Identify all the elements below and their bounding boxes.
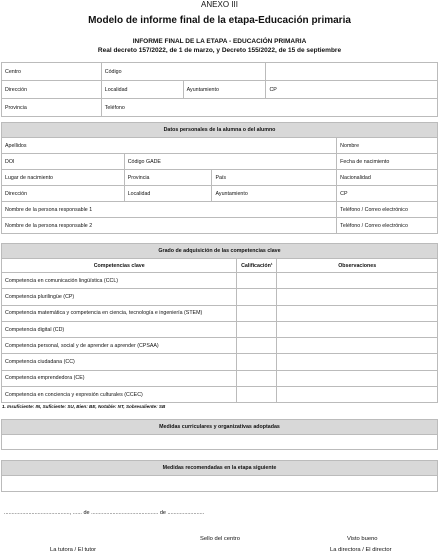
table-row xyxy=(2,338,438,354)
grade-cell[interactable] xyxy=(237,289,277,305)
curricular-measures-title: Medidas curriculares y organizativas adoptadas xyxy=(2,420,438,435)
centre-seal-label: Sello del centro xyxy=(200,536,240,542)
col-observaciones-header: Observaciones xyxy=(277,259,438,273)
grade-cell[interactable] xyxy=(237,370,277,386)
responsable2-field[interactable]: Nombre de la persona responsable 2 xyxy=(2,218,337,234)
student-localidad-field[interactable]: Localidad xyxy=(124,186,212,202)
tutor-signature-label: La tutora / El tutor xyxy=(50,547,97,553)
competency-label: Competencia matemática y competencia en ciencia, tecnología e ingeniería (STEM) xyxy=(2,305,237,321)
recommended-measures-table xyxy=(1,460,438,492)
curricular-measures-field[interactable] xyxy=(2,435,438,450)
centro-field[interactable]: Centro xyxy=(2,63,102,81)
recommended-measures-field[interactable] xyxy=(2,476,438,492)
grade-cell[interactable] xyxy=(237,321,277,337)
contacto2-field[interactable]: Teléfono / Correo electrónico xyxy=(337,218,438,234)
director-signature-label: La directora / El director xyxy=(330,547,392,553)
observations-cell[interactable] xyxy=(277,289,438,305)
contacto1-field[interactable]: Teléfono / Correo electrónico xyxy=(337,202,438,218)
pais-field[interactable]: País xyxy=(212,170,337,186)
table-row xyxy=(2,273,438,289)
approval-label: Visto bueno xyxy=(347,536,378,542)
student-direccion-field[interactable]: Dirección xyxy=(2,186,125,202)
apellidos-field[interactable]: Apellidos xyxy=(2,138,337,154)
date-place-line[interactable]: ..........................................., ...... de ............................................ de ........................ xyxy=(4,510,205,516)
centre-table xyxy=(1,62,438,117)
competency-label: Competencia ciudadana (CC) xyxy=(2,354,237,370)
fecha-nacimiento-field[interactable]: Fecha de nacimiento xyxy=(337,154,438,170)
decree-reference: Real decreto 157/2022, de 1 de marzo, y Decreto 155/2022, de 15 de septiembre xyxy=(97,47,342,54)
grade-cell[interactable] xyxy=(237,338,277,354)
col-calificacion-header: Calificación¹ xyxy=(237,259,277,273)
competencies-section-title: Grado de adquisición de las competencias clave xyxy=(2,244,438,259)
ayuntamiento-field[interactable]: Ayuntamiento xyxy=(183,81,266,99)
codigo-gade-field[interactable]: Código GADE xyxy=(124,154,336,170)
observations-cell[interactable] xyxy=(277,387,438,403)
nacionalidad-field[interactable]: Nacionalidad xyxy=(337,170,438,186)
page-title: Modelo de informe final de la etapa-Educación primaria xyxy=(88,15,351,26)
table-row xyxy=(2,370,438,386)
doi-field[interactable]: DOI xyxy=(2,154,125,170)
student-table xyxy=(1,122,438,234)
localidad-field[interactable]: Localidad xyxy=(101,81,183,99)
student-provincia-field[interactable]: Provincia xyxy=(124,170,212,186)
provincia-field[interactable]: Provincia xyxy=(2,99,102,117)
grade-cell[interactable] xyxy=(237,354,277,370)
competency-label: Competencia emprendedora (CE) xyxy=(2,370,237,386)
lugar-nacimiento-field[interactable]: Lugar de nacimiento xyxy=(2,170,125,186)
grade-cell[interactable] xyxy=(237,273,277,289)
observations-cell[interactable] xyxy=(277,370,438,386)
student-cp-field[interactable]: CP xyxy=(337,186,438,202)
student-section-title: Datos personales de la alumna o del alumno xyxy=(2,123,438,138)
observations-cell[interactable] xyxy=(277,305,438,321)
grade-cell[interactable] xyxy=(237,305,277,321)
cp-field[interactable]: CP xyxy=(266,81,438,99)
observations-cell[interactable] xyxy=(277,338,438,354)
observations-cell[interactable] xyxy=(277,354,438,370)
grade-cell[interactable] xyxy=(237,387,277,403)
competency-label: Competencia en comunicación lingüística (CCL) xyxy=(2,273,237,289)
table-row xyxy=(2,321,438,337)
responsable1-field[interactable]: Nombre de la persona responsable 1 xyxy=(2,202,337,218)
observations-cell[interactable] xyxy=(277,321,438,337)
competencies-table xyxy=(1,243,438,403)
competency-label: Competencia plurilingüe (CP) xyxy=(2,289,237,305)
grade-footnote: 1. Insuficiente: IN, Suficiente: SU, Bien: BE, Notable: NT, Sobresaliente: SB xyxy=(2,404,166,409)
competency-label: Competencia personal, social y de aprender a aprender (CPSAA) xyxy=(2,338,237,354)
curricular-measures-table xyxy=(1,419,438,450)
table-row xyxy=(2,354,438,370)
annex-label: ANEXO III xyxy=(201,0,238,9)
table-row xyxy=(2,387,438,403)
codigo-field[interactable]: Código xyxy=(101,63,266,81)
nombre-field[interactable]: Nombre xyxy=(337,138,438,154)
competency-label: Competencia en conciencia y expresión culturales (CCEC) xyxy=(2,387,237,403)
col-competencias-header: Competencias clave xyxy=(2,259,237,273)
competency-label: Competencia digital (CD) xyxy=(2,321,237,337)
recommended-measures-title: Medidas recomendadas en la etapa siguiente xyxy=(2,461,438,476)
direccion-field[interactable]: Dirección xyxy=(2,81,102,99)
table-row xyxy=(2,289,438,305)
centre-blank-cell[interactable] xyxy=(266,63,438,81)
telefono-field[interactable]: Teléfono xyxy=(101,99,437,117)
report-subtitle: INFORME FINAL DE LA ETAPA - EDUCACIÓN PRIMARIA xyxy=(132,38,307,45)
student-ayuntamiento-field[interactable]: Ayuntamiento xyxy=(212,186,337,202)
observations-cell[interactable] xyxy=(277,273,438,289)
table-row xyxy=(2,305,438,321)
